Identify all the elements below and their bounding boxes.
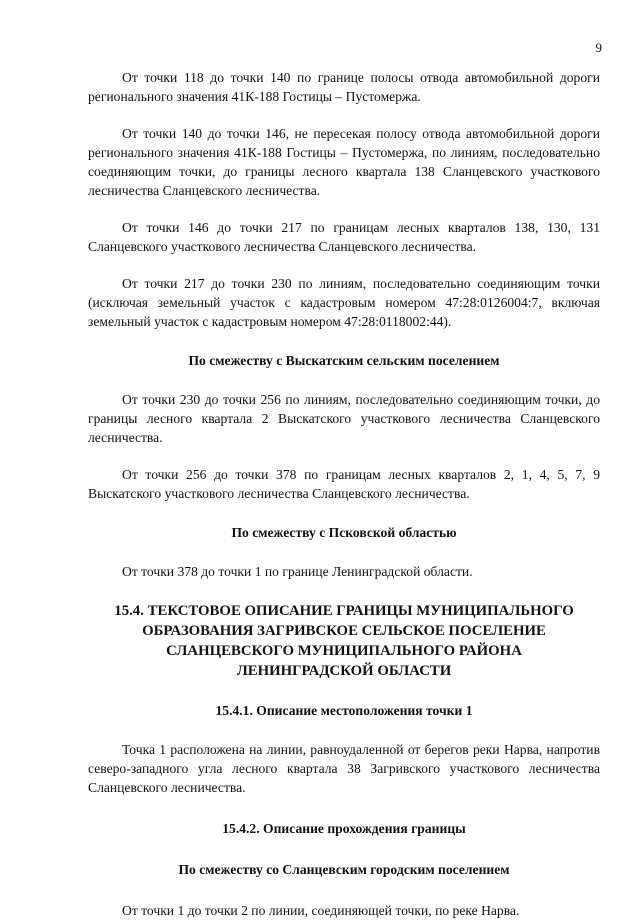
paragraph-140-146: От точки 140 до точки 146, не пересекая полосу отвода автомобильной дороги регионального значения 41К-188 Гостицы – Пустомержа, по линиям, последовательно соединяющим точки, до границы лесного квартала 138 Сланцевского участкового лесничества Сланцевского лесничества. bbox=[88, 126, 600, 198]
heading-vyskatskoe: По смежеству с Выскатским сельским поселением bbox=[188, 353, 500, 368]
heading-point-1-location: 15.4.1. Описание местоположения точки 1 bbox=[215, 703, 473, 718]
page-number: 9 bbox=[595, 40, 602, 55]
section-title-line-1: 15.4. ТЕКСТОВОЕ ОПИСАНИЕ ГРАНИЦЫ МУНИЦИПАЛЬНОГО bbox=[114, 603, 574, 619]
paragraph-146-217: От точки 146 до точки 217 по границам лесных кварталов 138, 130, 131 Сланцевского участкового лесничества Сланцевского лесничества. bbox=[88, 220, 600, 254]
paragraph-256-378: От точки 256 до точки 378 по границам лесных кварталов 2, 1, 4, 5, 7, 9 Выскатского участкового лесничества Сланцевского лесничества. bbox=[88, 467, 600, 501]
paragraph-point-1: Точка 1 расположена на линии, равноудаленной от берегов реки Нарва, напротив северо-западного угла лесного квартала 38 Загривского участкового лесничества Сланцевского лесничества. bbox=[88, 742, 600, 795]
document-content bbox=[88, 68, 600, 920]
heading-boundary-passage: 15.4.2. Описание прохождения границы bbox=[222, 821, 466, 836]
paragraph-118-140: От точки 118 до точки 140 по границе полосы отвода автомобильной дороги регионального значения 41К-188 Гостицы – Пустомержа. bbox=[88, 70, 600, 104]
paragraph-230-256: От точки 230 до точки 256 по линиям, последовательно соединяющим точки, до границы лесного квартала 2 Выскатского участкового лесничества Сланцевского лесничества. bbox=[88, 392, 600, 445]
heading-pskov-region: По смежеству с Псковской областью bbox=[231, 525, 457, 540]
paragraph-1-2: От точки 1 до точки 2 по линии, соединяющей точки, по реке Нарва. bbox=[122, 903, 520, 918]
section-title-line-3: СЛАНЦЕВСКОГО МУНИЦИПАЛЬНОГО РАЙОНА bbox=[166, 643, 522, 659]
paragraph-378-1: От точки 378 до точки 1 по границе Ленинградской области. bbox=[122, 564, 473, 579]
section-title bbox=[88, 601, 600, 681]
section-title-line-2: ОБРАЗОВАНИЯ ЗАГРИВСКОЕ СЕЛЬСКОЕ ПОСЕЛЕНИЕ bbox=[142, 623, 546, 639]
paragraph-217-230: От точки 217 до точки 230 по линиям, последовательно соединяющим точки (исключая земельный участок с кадастровым номером 47:28:0126004:7, включая земельный участок с кадастровым номером 47:28:0118002:44). bbox=[88, 276, 600, 329]
heading-slantsevskoe: По смежеству со Сланцевским городским поселением bbox=[178, 862, 510, 877]
section-title-line-4: ЛЕНИНГРАДСКОЙ ОБЛАСТИ bbox=[236, 663, 452, 679]
